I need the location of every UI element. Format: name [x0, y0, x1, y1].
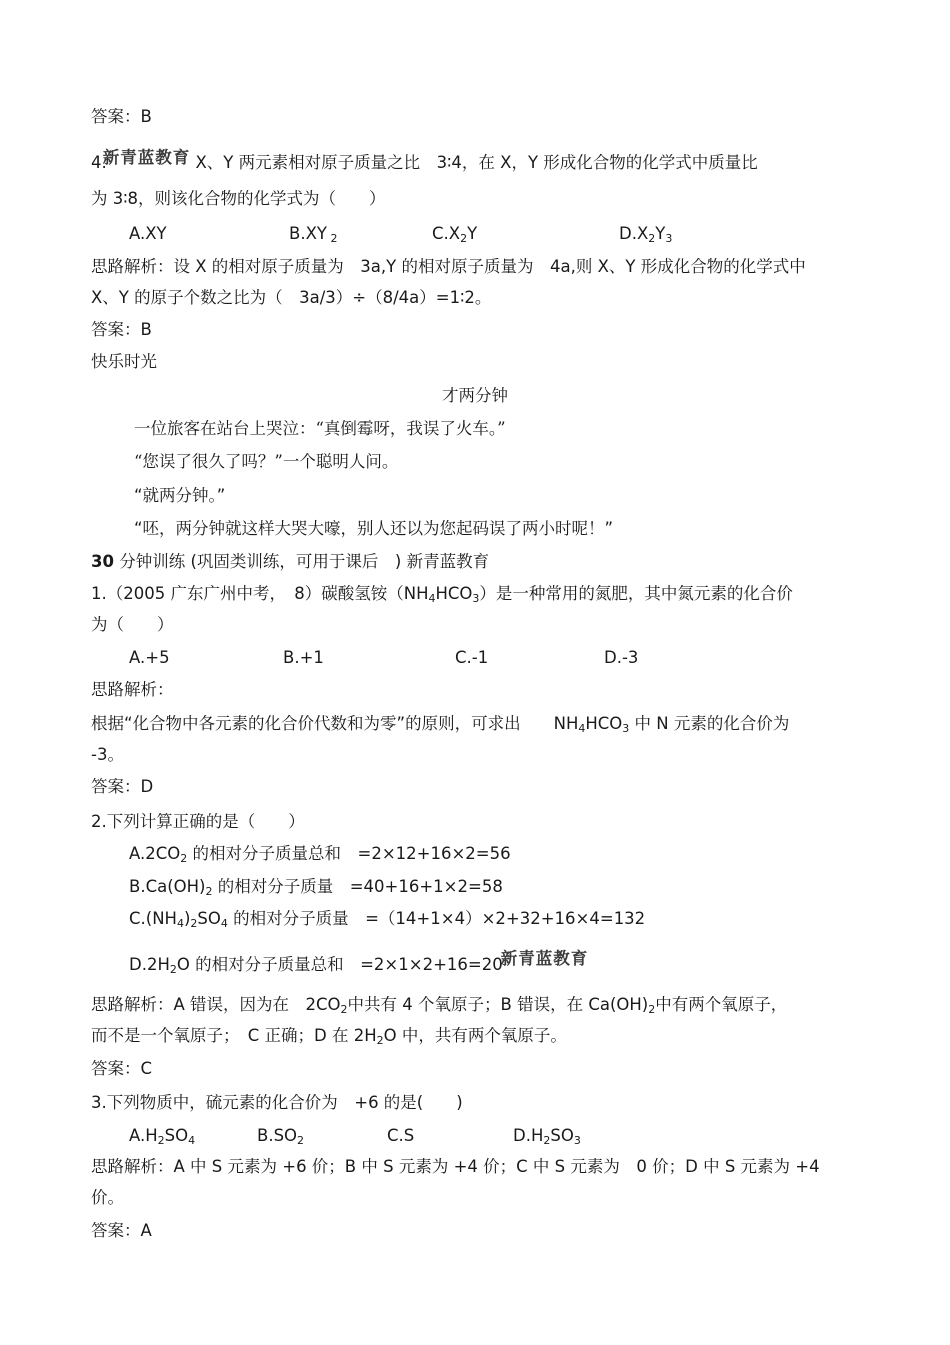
q4-option-c: $C.X_2Y$	[432, 224, 478, 245]
story-line-4: “呸，两分钟就这样大哭大嚎，别人还以为您起码误了两小时呢！”	[134, 519, 614, 538]
story-line-2: “您误了很久了吗？”一个聪明人问。	[134, 452, 399, 471]
q4-line2: 为 3∶8，则该化合物的化学式为（ ）	[91, 189, 386, 208]
t1-analysis-line2: -3。	[91, 745, 124, 764]
t1-analysis-label: 思路解析：	[91, 680, 174, 699]
t2-question: 2.下列计算正确的是（ ）	[91, 812, 305, 831]
t1-option-c: C.-1	[455, 648, 489, 667]
t3-option-b: $B.SO_2$	[257, 1126, 305, 1147]
watermark-logo: 新青蓝教育	[500, 949, 589, 968]
t3-answer: 答案：A	[91, 1221, 152, 1240]
q4-option-d: $D.X_2Y_3$	[619, 224, 673, 245]
q4-analysis-line1: 思路解析：设 X 的相对原子质量为 3a,Y 的相对原子质量为 4a,则 X、Y 形成化合物的化学式中	[91, 257, 806, 276]
t3-option-a: $A.H_2SO_4$	[129, 1126, 196, 1147]
t1-answer: 答案：D	[91, 777, 154, 796]
q4-text-line1: X、Y 两元素相对原子质量之比 3∶4，在 X，Y 形成化合物的化学式中质量比	[195, 153, 758, 172]
t3-option-d: $D.H_2SO_3$	[513, 1126, 581, 1147]
story-title: 才两分钟	[442, 386, 508, 405]
t1-line2: 为（ ）	[91, 615, 174, 634]
story-line-3: “就两分钟。”	[134, 486, 226, 505]
watermark-logo: 新青蓝教育	[102, 148, 191, 167]
t2-analysis-line1: 思路解析：A 错误，因为在 $2CO_2$中共有 4 个氧原子；B 错误，在 $Ca(OH)_2$中有两个氧原子，	[91, 995, 788, 1016]
t1-line1: 1.（2005 广东广州中考， 8）碳酸氢铵$(NH_4HCO_3)$是一种常用的氮肥，其中氮元素的化合价	[91, 584, 793, 605]
t2-option-c: $C.(NH_4)_2SO_4$ 的相对分子质量 =（14+1×4）×2+32+16×4=132	[129, 909, 646, 930]
story-line-1: 一位旅客在站台上哭泣：“真倒霉呀，我误了火车。”	[134, 419, 506, 438]
t1-option-d: D.-3	[604, 648, 639, 667]
q4-option-b: B.XY $_2$	[289, 224, 338, 245]
happy-heading: 快乐时光	[91, 352, 157, 371]
t2-option-a: $A.2CO_2$ 的相对分子质量总和 =2×12+16×2=56	[129, 844, 511, 865]
training-heading	[91, 551, 489, 573]
training-heading-paren: (巩固类训练，可用于课后 )	[190, 552, 402, 571]
t2-option-b: $B.Ca(OH)_2$ 的相对分子质量 =40+16+1×2=58	[129, 877, 503, 898]
training-heading-num: 30	[91, 552, 114, 571]
prev-answer: 答案：B	[91, 107, 152, 126]
t2-option-d: $D.2H_2O$ 的相对分子质量总和 =2×1×2+16=20新青蓝教育	[129, 949, 589, 976]
training-heading-text: 分钟训练	[119, 552, 186, 571]
t3-option-c: C.S	[387, 1126, 415, 1145]
t2-analysis-line2: 而不是一个氧原子； C 正确；D 在 $2H_2O$ 中，共有两个氧原子。	[91, 1026, 567, 1047]
q4-line1	[91, 148, 758, 174]
q4-answer: 答案：B	[91, 320, 152, 339]
t3-analysis-line2: 价。	[91, 1188, 124, 1207]
q4-option-a: A.XY	[129, 224, 167, 243]
q4-number: 4.	[91, 153, 107, 172]
t1-analysis-line1: 根据“化合物中各元素的化合价代数和为零”的原则，可求出 $NH_4HCO_3$ 中 N 元素的化合价为	[91, 714, 790, 735]
t1-option-a: A.+5	[129, 648, 170, 667]
t2-answer: 答案：C	[91, 1059, 153, 1078]
t3-analysis-line1: 思路解析：A 中 S 元素为 +6 价；B 中 S 元素为 +4 价；C 中 S 元素为 0 价；D 中 S 元素为 +4	[91, 1157, 820, 1176]
t1-option-b: B.+1	[283, 648, 324, 667]
training-heading-brand: 新青蓝教育	[406, 552, 490, 571]
q4-analysis-line2: X、Y 的原子个数之比为（ 3a/3）÷（8/4a）=1∶2。	[91, 288, 492, 307]
t3-question: 3.下列物质中，硫元素的化合价为 +6 的是( )	[91, 1093, 463, 1112]
